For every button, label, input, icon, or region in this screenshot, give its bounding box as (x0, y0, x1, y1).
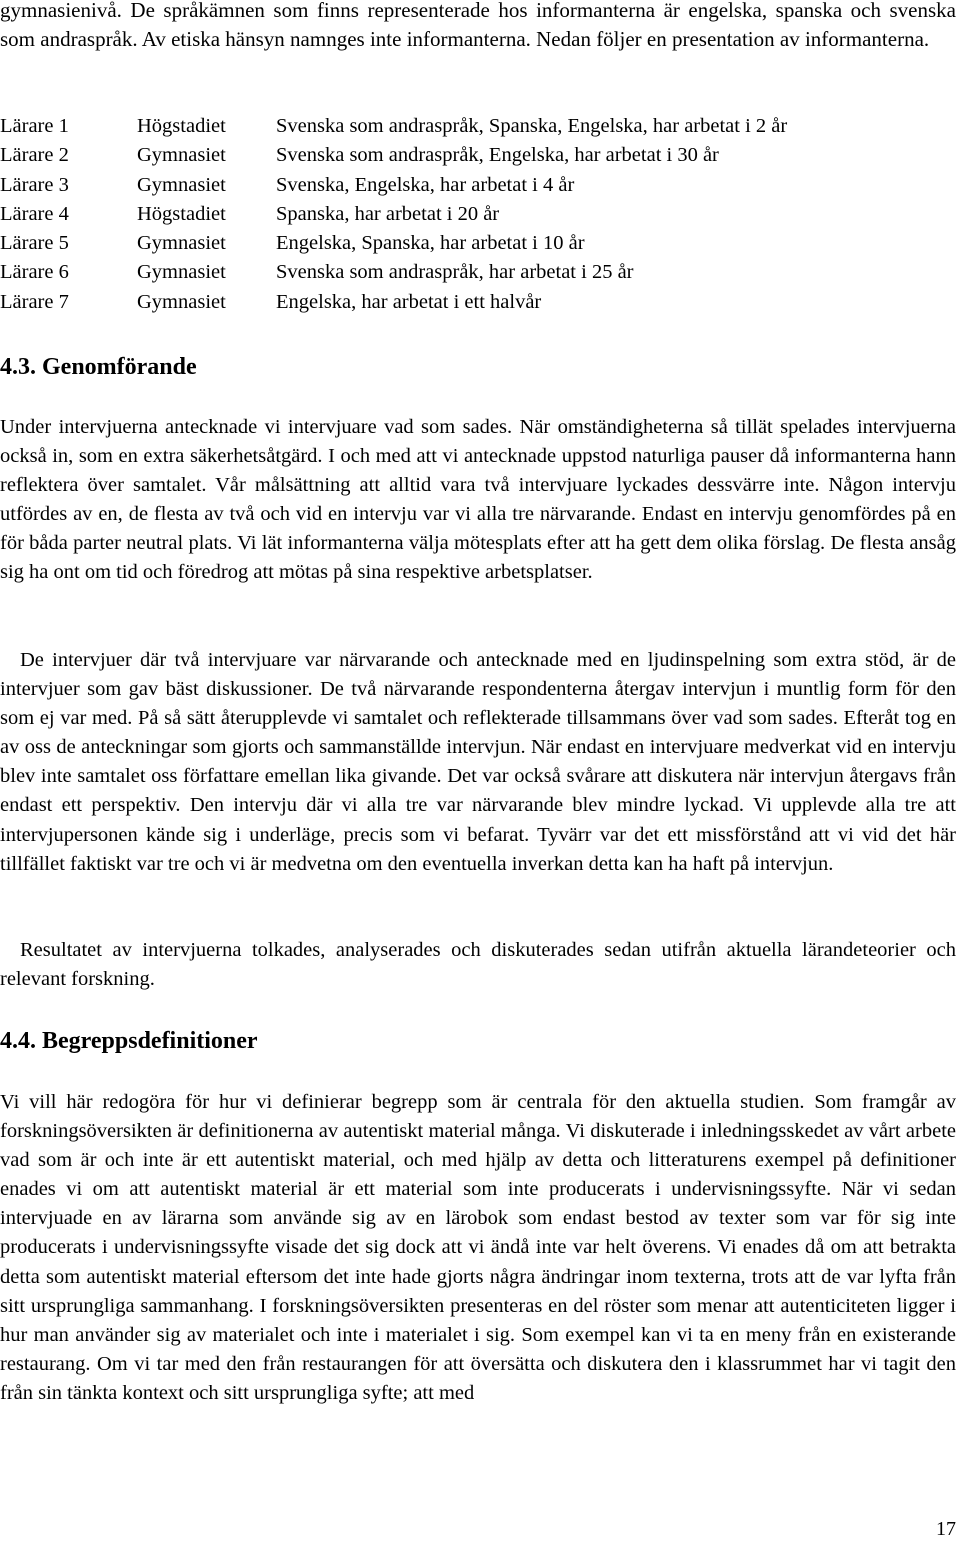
intro-paragraph: gymnasienivå. De språkämnen som finns representerade hos informanterna är engelska, spanska och svenska som andraspråk. Av etiska hänsyn namnges inte informanterna. Nedan följer en presentation av informanterna. (0, 0, 956, 51)
informant-row (0, 171, 956, 200)
section-heading-genomforande: 4.3. Genomförande (0, 354, 197, 380)
informant-info: Svenska, Engelska, har arbetat i 4 år (276, 173, 575, 196)
informant-name: Lärare 3 (0, 173, 69, 196)
informant-info: Svenska som andraspråk, har arbetat i 25 år (276, 261, 634, 284)
informant-school: Gymnasiet (137, 290, 226, 313)
body-paragraph: De intervjuer där två intervjuare var närvarande och antecknade med en ljudinspelning som extra stöd, är de intervjuer som gav bäst diskussioner. De två närvarande respondenterna återgav intervjun i muntlig form för den som ej var med. På så sätt återupplevde vi samtalet och reflekterade tillsammans över vad som sades. Efteråt tog en av oss de anteckningar som gjorts och sammanställde intervjun. När endast en intervjuare medverkat vid en intervju blev inte samtalet oss författare emellan lika givande. Det var också svårare att diskutera när intervjun återgavs från endast ett perspektiv. Den intervju där vi alla tre var närvarande blev mindre lyckad. Vi upplevde alla tre att intervjupersonen kände sig i underläge, precis som vi befarat. Tyvärr var det ett missförstånd att vi vid det här tillfället faktiskt var tre och vi är medvetna om den eventuella inverkan detta kan ha haft på intervjun. (0, 649, 956, 875)
informant-row (0, 258, 956, 287)
informant-row (0, 200, 956, 229)
informant-info: Svenska som andraspråk, Spanska, Engelska, har arbetat i 2 år (276, 115, 788, 137)
informant-school: Gymnasiet (137, 261, 226, 284)
informant-school: Gymnasiet (137, 173, 226, 196)
informant-row (0, 288, 956, 317)
informant-name: Lärare 7 (0, 290, 69, 313)
body-paragraph: Under intervjuerna antecknade vi intervjuare vad som sades. När omständigheterna så tillät spelades intervjuerna också in, som en extra säkerhetsåtgärd. I och med att vi antecknade uppstod naturliga pauser då informanterna hann reflektera över samtalet. Vår målsättning att alltid vara två intervjuare lyckades dessvärre inte. Någon intervju utfördes av en, de flesta av två och vid en intervju var vi alla tre närvarande. Endast en intervju genomfördes på en för båda parter neutral plats. Vi lät informanterna välja mötesplats efter att ha gett dem olika förslag. De flesta ansåg sig ha ont om tid och föredrog att mötas på sina respektive arbetsplatser. (0, 416, 956, 584)
informant-school: Gymnasiet (137, 232, 226, 255)
informant-info: Engelska, har arbetat i ett halvår (276, 290, 542, 313)
informant-name: Lärare 2 (0, 144, 69, 167)
informant-info: Spanska, har arbetat i 20 år (276, 202, 500, 225)
informant-school: Högstadiet (137, 202, 226, 225)
informant-name: Lärare 4 (0, 202, 69, 225)
informant-list (0, 112, 956, 317)
section-heading-begreppsdefinitioner: 4.4. Begreppsdefinitioner (0, 1028, 258, 1054)
informant-name: Lärare 1 (0, 115, 69, 137)
body-paragraph: Resultatet av intervjuerna tolkades, analyserades och diskuterades sedan utifrån aktuella lärandeteorier och relevant forskning. (0, 939, 956, 991)
page-number: 17 (936, 1518, 956, 1540)
informant-name: Lärare 5 (0, 232, 69, 255)
informant-info: Svenska som andraspråk, Engelska, har arbetat i 30 år (276, 144, 719, 167)
body-paragraph: Vi vill här redogöra för hur vi definierar begrepp som är centrala för den aktuella studien. Som framgår av forskningsöversikten är definitionerna av autentiskt material många. Vi diskuterade i inledningsskedet av vårt arbete vad som är och inte är ett autentiskt material, och med hjälp av detta och litteraturens exempel på definitioner enades vi om att autentiskt material är ett material som inte producerats i undervisningssyfte. När vi sedan intervjuade en av lärarna som använde sig av en lärobok som endast bestod av texter som var för sig inte producerats i undervisningssyfte visade det sig dock att vi ändå inte var helt överens. Vi enades då om att betrakta detta som autentiskt material eftersom det inte hade gjorts några ändringar inom texterna, trots att de var lyfta från sitt ursprungliga sammanhang. I forskningsöversikten presenteras en del röster som menar att autenticiteten ligger i hur man använder sig av materialet och inte i materialet i sig. Som exempel kan vi ta en meny från en existerande restaurang. Om vi tar med den från restaurangen för att översätta och diskutera den i klassrummet har vi tagit den från sin tänkta kontext och sitt ursprungliga syfte; att med (0, 1091, 956, 1404)
informant-school: Gymnasiet (137, 144, 226, 167)
informant-row (0, 112, 956, 141)
informant-row (0, 229, 956, 258)
informant-school: Högstadiet (137, 115, 226, 137)
informant-row (0, 141, 956, 170)
informant-info: Engelska, Spanska, har arbetat i 10 år (276, 232, 585, 255)
informant-name: Lärare 6 (0, 261, 69, 284)
